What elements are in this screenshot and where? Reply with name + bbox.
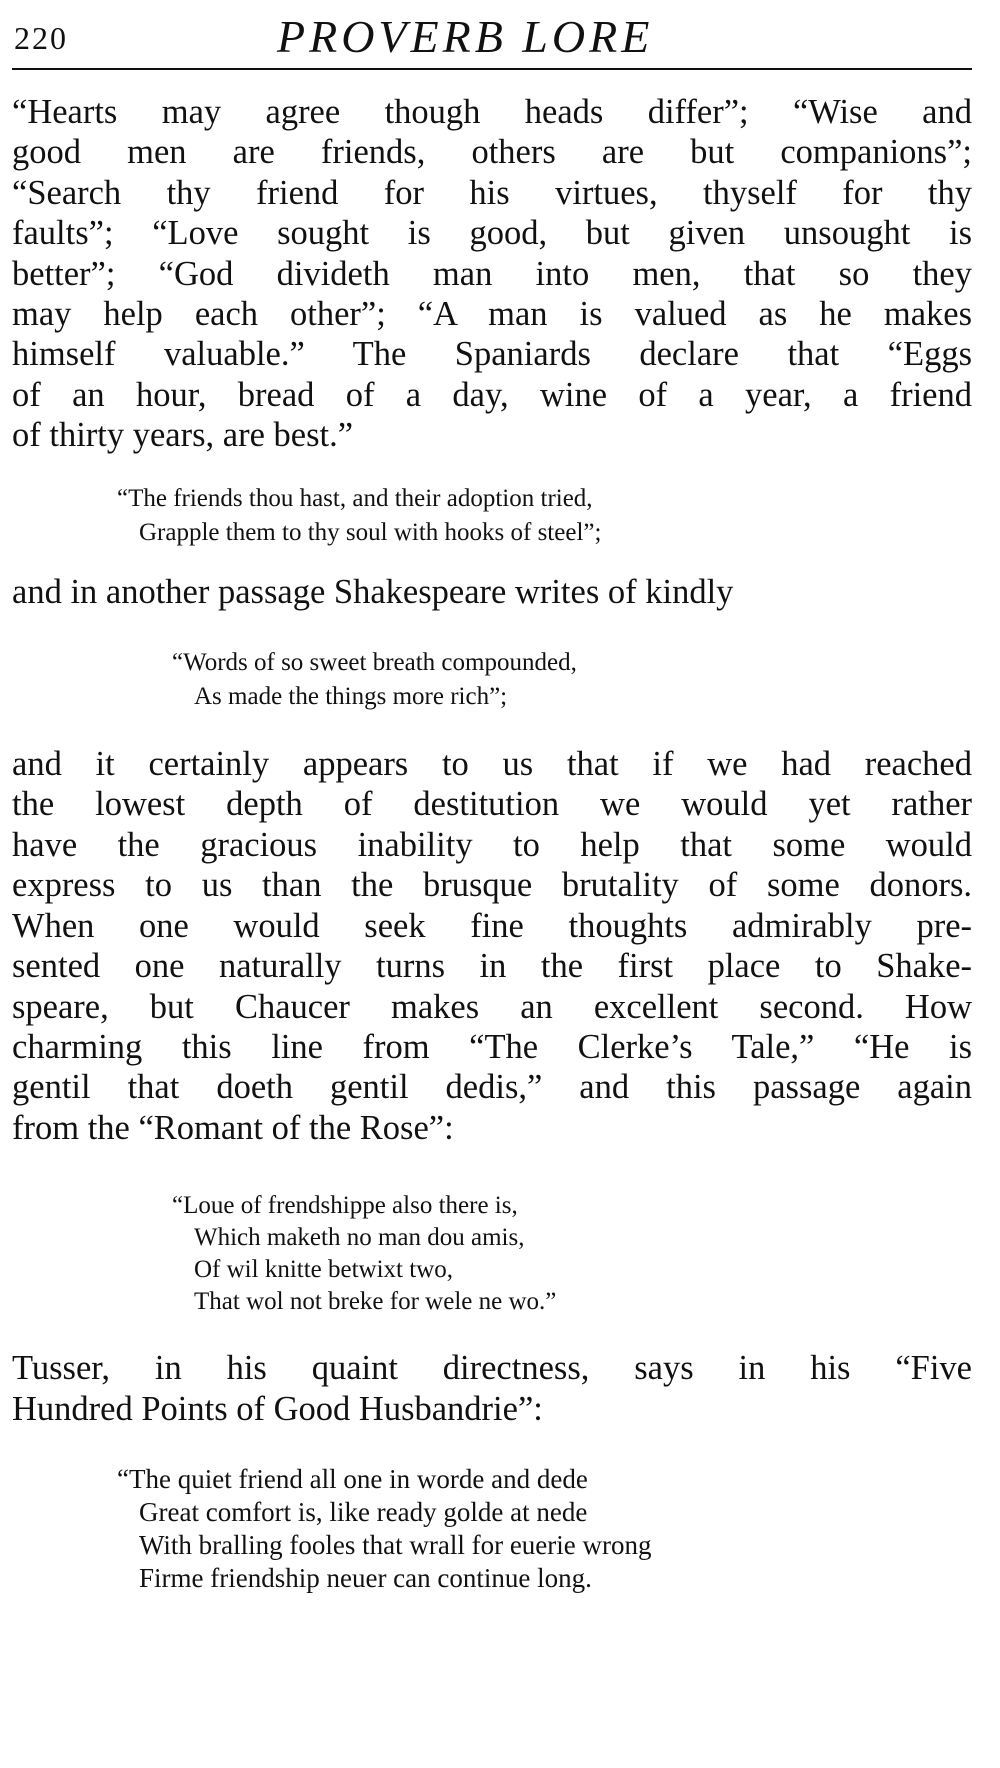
verse-line: Of wil knitte betwixt two,	[194, 1256, 453, 1284]
verse-line: “Words of so sweet breath compounded,	[172, 649, 577, 677]
text-line: gentil that doeth gentil dedis,” and this passage again	[12, 1068, 972, 1107]
paragraph-tusser	[12, 1348, 972, 1429]
text-line: may help each other”; “A man is valued as he makes	[12, 295, 972, 334]
paragraph-another-passage	[12, 572, 972, 612]
text-line: Hundred Points of Good Husbandrie”:	[12, 1389, 543, 1428]
text-line: charming this line from “The Clerke’s Tale,” “He is	[12, 1027, 972, 1066]
text-line: “Hearts may agree though heads differ”; “Wise and	[12, 93, 972, 131]
text-line: sented one naturally turns in the first place to Shake-	[12, 947, 972, 986]
verse-line: Great comfort is, like ready golde at nede	[139, 1496, 588, 1527]
verse-line: “The quiet friend all one in worde and dede	[117, 1463, 588, 1494]
running-title: PROVERB LORE	[277, 11, 654, 62]
text-line: When one would seek fine thoughts admirably pre-	[12, 906, 972, 945]
verse-line: Grapple them to thy soul with hooks of steel”;	[139, 518, 602, 546]
text-line: Tusser, in his quaint directness, says in his “Five	[12, 1349, 972, 1388]
text-line: speare, but Chaucer makes an excellent second. How	[12, 987, 972, 1026]
text-line: better”; “God divideth man into men, that so they	[12, 254, 972, 293]
verse-line: “Loue of frendshippe also there is,	[172, 1192, 518, 1220]
text-line: “Search thy friend for his virtues, thyself for thy	[12, 173, 972, 212]
running-head	[12, 8, 972, 70]
verse-line: As made the things more rich”;	[194, 683, 508, 711]
text-line: of an hour, bread of a day, wine of a year, a friend	[12, 375, 972, 414]
text-line: and it certainly appears to us that if we had reached	[12, 745, 972, 784]
verse-line: That wol not breke for wele ne wo.”	[194, 1288, 557, 1316]
text-line: express to us than the brusque brutality of some donors.	[12, 866, 972, 905]
text-line: good men are friends, others are but companions”;	[12, 133, 972, 172]
text-line: faults”; “Love sought is good, but given unsought is	[12, 214, 972, 253]
text-line: have the gracious inability to help that some would	[12, 825, 972, 864]
text-line: himself valuable.” The Spaniards declare that “Eggs	[12, 335, 972, 374]
page-number: 220	[14, 20, 68, 56]
verse-quotation-shakespeare-friends	[117, 482, 972, 550]
paragraph-hearts-may-agree	[12, 92, 972, 456]
verse-quotation-tusser	[117, 1463, 972, 1595]
text-line: the lowest depth of destitution we would yet rather	[12, 785, 972, 824]
verse-line: “The friends thou hast, and their adoption tried,	[117, 484, 593, 512]
text-line: and in another passage Shakespeare writes of kindly	[12, 572, 734, 611]
verse-line: Firme friendship neuer can continue long.	[139, 1562, 592, 1593]
text-line: of thirty years, are best.”	[12, 416, 354, 455]
verse-quotation-shakespeare-words	[172, 646, 972, 714]
verse-line: With bralling fooles that wrall for euerie wrong	[139, 1529, 652, 1560]
paragraph-destitution-chaucer	[12, 744, 972, 1148]
book-page	[12, 8, 972, 1595]
verse-quotation-romant-of-the-rose	[172, 1190, 972, 1318]
verse-line: Which maketh no man dou amis,	[194, 1224, 525, 1252]
text-line: from the “Romant of the Rose”:	[12, 1108, 454, 1147]
